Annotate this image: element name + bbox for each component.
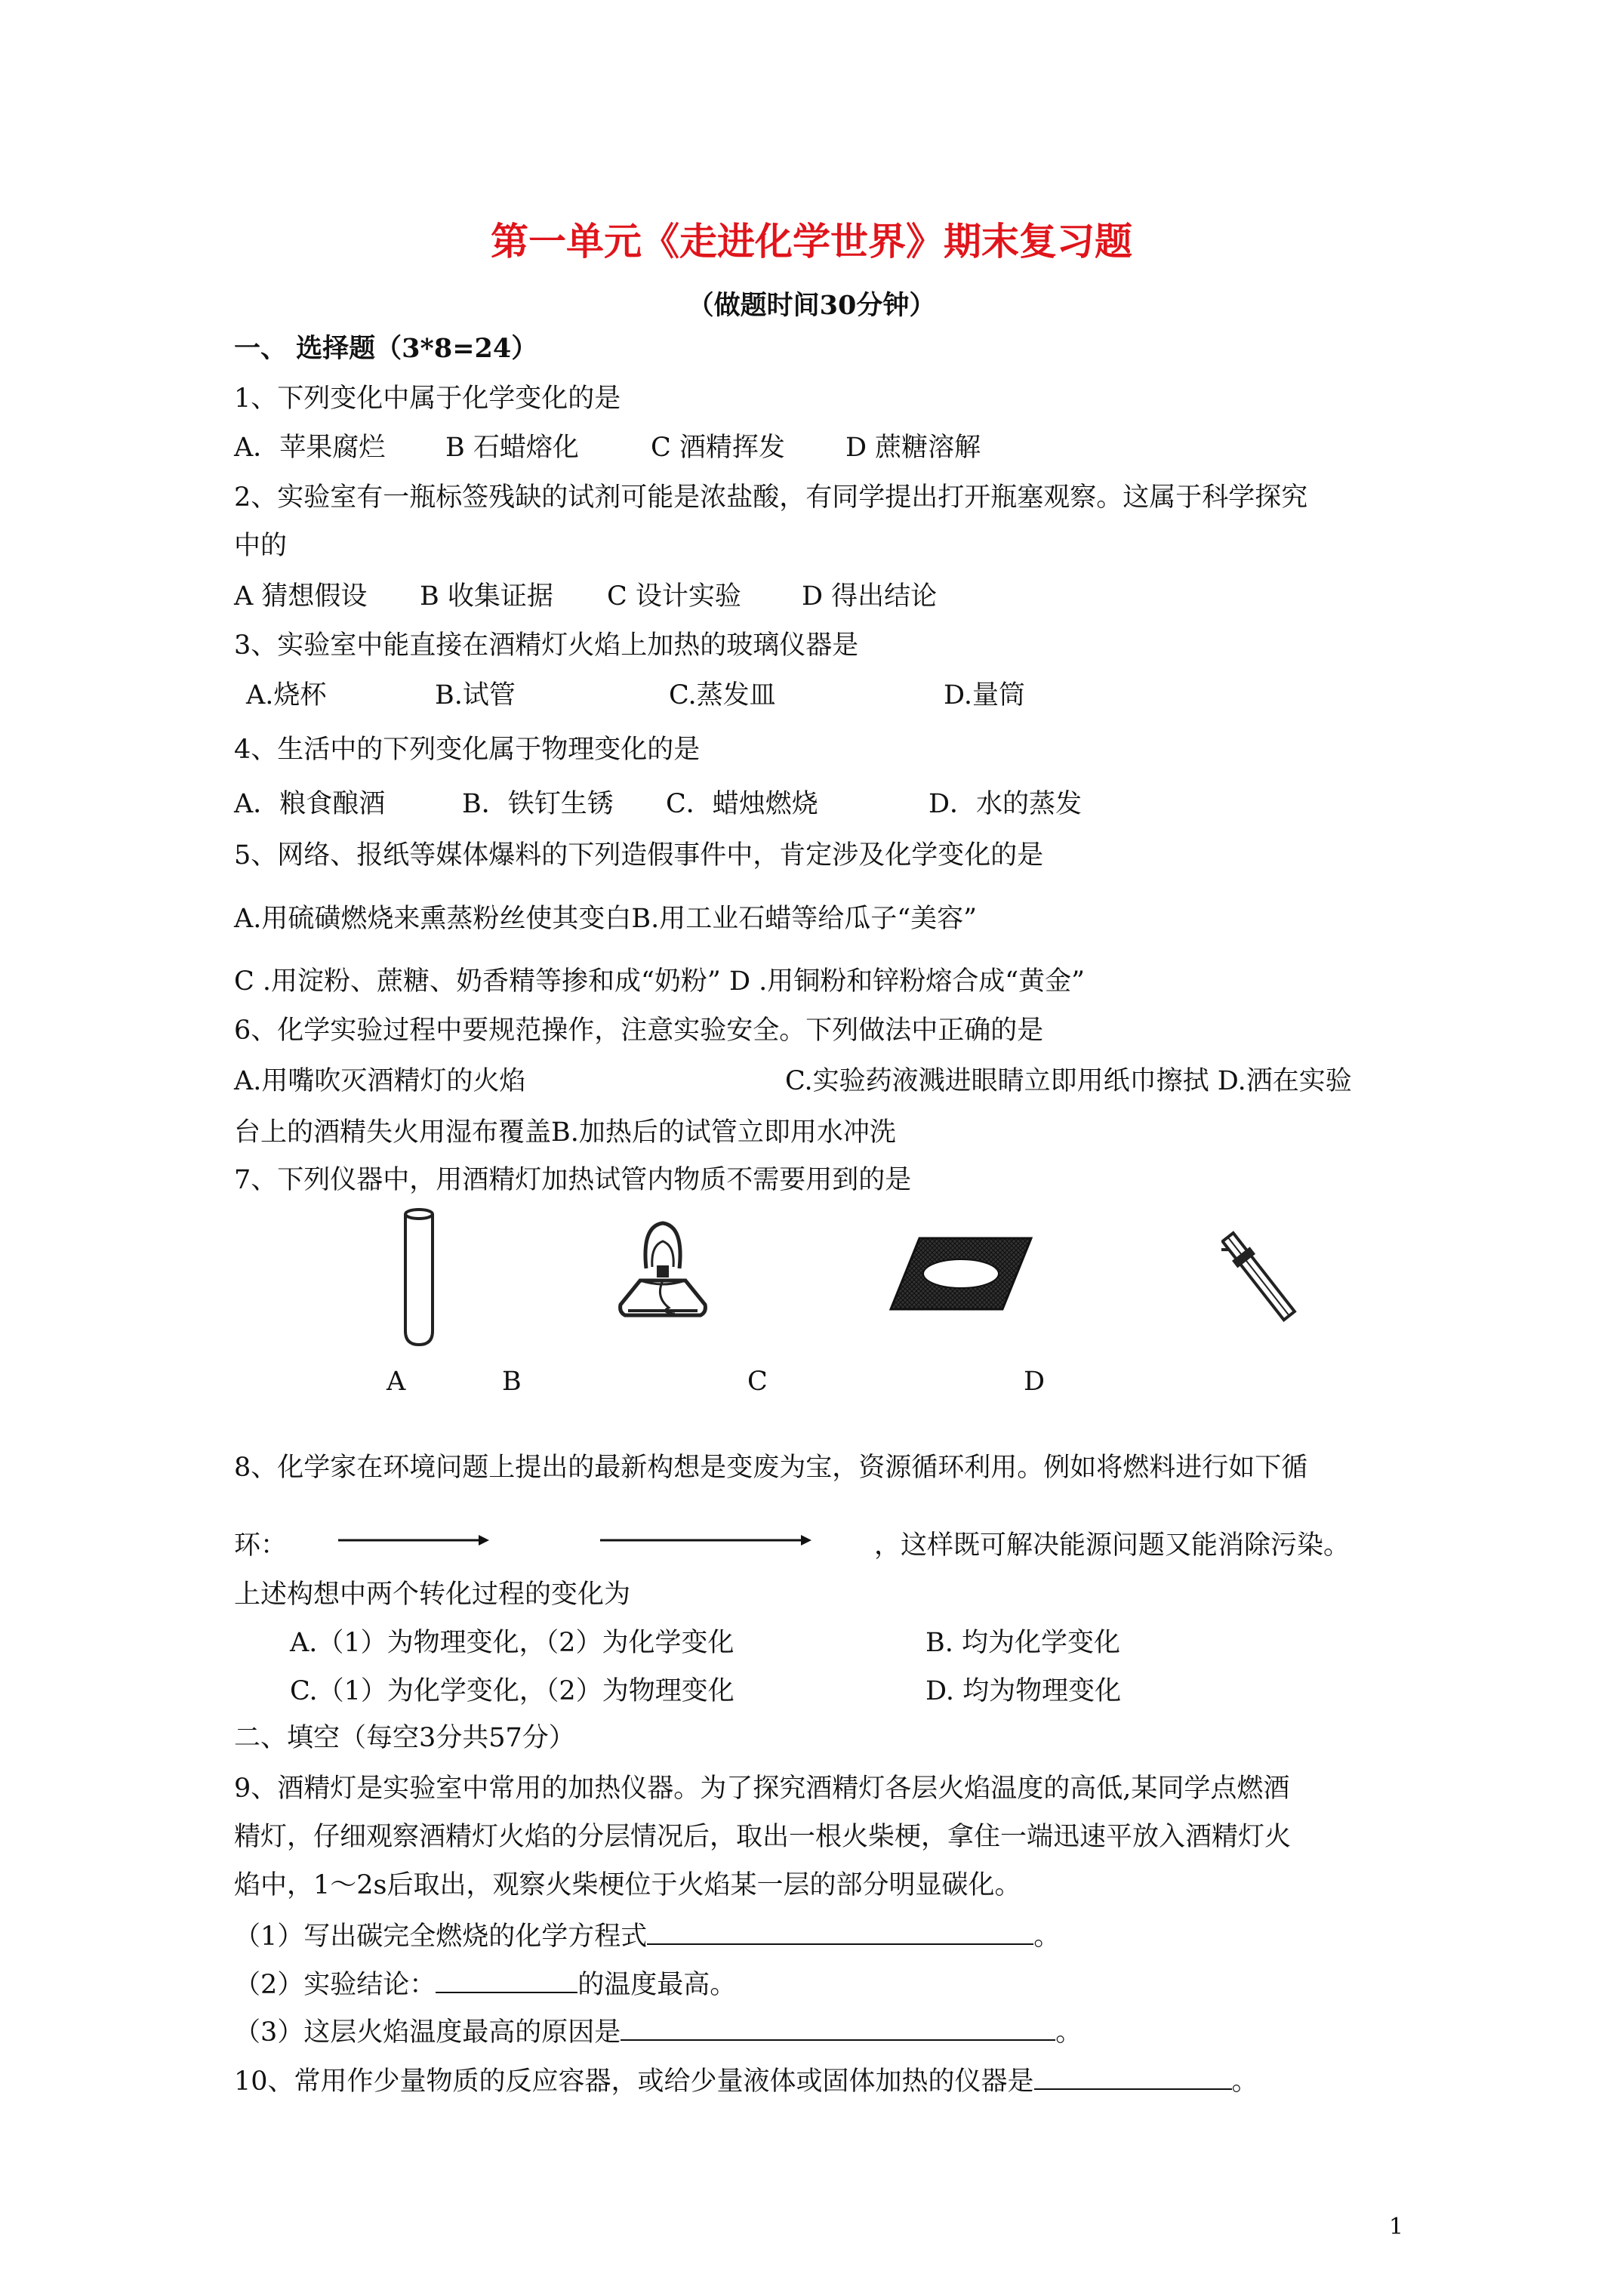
answer-blank[interactable] — [647, 1918, 1033, 1945]
q4-option-c: C．蜡烛燃烧 — [666, 789, 818, 819]
q3-option-b: B.试管 — [435, 680, 516, 710]
q6-options-cont: 台上的酒精失火用湿布覆盖B.加热后的试管立即用水冲洗 — [234, 1117, 896, 1148]
q8-option-d: D. 均为物理变化 — [925, 1676, 1122, 1706]
q1-option-b: B 石蜡熔化 — [445, 433, 579, 463]
section-fill-heading: 二、填空（每空3分共57分） — [234, 1723, 575, 1753]
q7-label-a: A — [387, 1367, 406, 1397]
answer-blank[interactable] — [1034, 2063, 1232, 2090]
q4-option-b: B．铁钉生锈 — [462, 789, 614, 819]
q9-part-2-text: （2）实验结论： — [234, 1970, 436, 2000]
q9-part-1-text: （1）写出碳完全燃烧的化学方程式 — [234, 1922, 648, 1952]
q3-option-a: A.烧杯 — [246, 680, 327, 710]
test-tube-holder-icon — [1221, 1223, 1297, 1329]
q9-part-1 — [234, 1918, 1060, 1953]
q9-part-2 — [234, 1966, 736, 2002]
q8-question: 上述构想中两个转化过程的变化为 — [234, 1579, 631, 1610]
q8-option-c: C.（1）为化学变化，（2）为物理变化 — [290, 1676, 735, 1706]
asbestos-gauze-icon — [889, 1232, 1033, 1315]
alcohol-lamp-icon — [610, 1216, 716, 1329]
q1-option-a: A．苹果腐烂 — [234, 433, 386, 463]
question-6: 6、化学实验过程中要规范操作，注意实验安全。下列做法中正确的是 — [234, 1015, 1044, 1046]
q8-option-a: A.（1）为物理变化，（2）为化学变化 — [290, 1628, 735, 1658]
q4-option-d: D．水的蒸发 — [929, 789, 1083, 819]
question-2-cont: 中的 — [234, 531, 288, 561]
q2-option-b: B 收集证据 — [420, 581, 553, 612]
question-1: 1、下列变化中属于化学变化的是 — [234, 384, 621, 414]
q3-option-c: C.蒸发皿 — [669, 680, 776, 710]
question-7: 7、下列仪器中，用酒精灯加热试管内物质不需要用到的是 — [234, 1165, 912, 1195]
q9-part-2-tail: 的温度最高。 — [577, 1970, 737, 2000]
q7-label-d: D — [1024, 1367, 1046, 1397]
question-5: 5、网络、报纸等媒体爆料的下列造假事件中，肯定涉及化学变化的是 — [234, 840, 1044, 871]
q7-label-b: B — [502, 1367, 522, 1397]
answer-blank[interactable] — [621, 2014, 1055, 2041]
q8-cycle-suffix: ，这样既可解决能源问题又能消除污染。 — [874, 1530, 1350, 1561]
q6-options-cd: C.实验药液溅进眼睛立即用纸巾擦拭 D.洒在实验 — [785, 1066, 1352, 1096]
time-note: （做题时间30分钟） — [687, 290, 936, 321]
period: 。 — [1055, 2017, 1083, 2048]
arrow-icon — [600, 1533, 812, 1548]
q4-option-a: A．粮食酿酒 — [234, 789, 386, 819]
question-9: 9、酒精灯是实验室中常用的加热仪器。为了探究酒精灯各层火焰温度的高低,某同学点燃酒 — [234, 1774, 1290, 1804]
arrow-icon — [338, 1533, 489, 1548]
question-3: 3、实验室中能直接在酒精灯火焰上加热的玻璃仪器是 — [234, 630, 859, 661]
q2-option-a: A 猜想假设 — [234, 581, 368, 612]
question-10 — [234, 2063, 1258, 2098]
q9-part-3-text: （3）这层火焰温度最高的原因是 — [234, 2017, 621, 2048]
q6-option-a: A.用嘴吹灭酒精灯的火焰 — [234, 1066, 526, 1096]
question-2: 2、实验室有一瓶标签残缺的试剂可能是浓盐酸，有同学提出打开瓶塞观察。这属于科学探究 — [234, 482, 1308, 513]
q2-option-d: D 得出结论 — [802, 581, 938, 612]
section-choice-heading: 一、 选择题（3*8=24） — [234, 333, 538, 364]
question-8: 8、化学家在环境问题上提出的最新构想是变废为宝，资源循环利用。例如将燃料进行如下循 — [234, 1453, 1308, 1483]
q7-label-c: C — [747, 1367, 768, 1397]
question-9-line2: 精灯，仔细观察酒精灯火焰的分层情况后，取出一根火柴梗，拿住一端迅速平放入酒精灯火 — [234, 1822, 1292, 1852]
question-9-line3: 焰中，1～2s后取出，观察火柴梗位于火焰某一层的部分明显碳化。 — [234, 1870, 1021, 1900]
q2-option-c: C 设计实验 — [607, 581, 741, 612]
q8-cycle-prefix: 环： — [234, 1530, 288, 1561]
test-tube-icon — [393, 1207, 445, 1350]
q9-part-3 — [234, 2014, 1082, 2049]
period: 。 — [1231, 2066, 1258, 2097]
answer-blank[interactable] — [436, 1966, 577, 1993]
question-10-text: 10、常用作少量物质的反应容器，或给少量液体或固体加热的仪器是 — [234, 2066, 1034, 2097]
q1-option-c: C 酒精挥发 — [651, 433, 785, 463]
q5-options-ab: A.用硫磺燃烧来熏蒸粉丝使其变白B.用工业石蜡等给瓜子“美容” — [234, 904, 978, 934]
question-4: 4、生活中的下列变化属于物理变化的是 — [234, 735, 701, 765]
q1-option-d: D 蔗糖溶解 — [845, 433, 981, 463]
q8-option-b: B. 均为化学变化 — [925, 1628, 1120, 1658]
q5-options-cd: C .用淀粉、蔗糖、奶香精等掺和成“奶粉” D .用铜粉和锌粉熔合成“黄金” — [234, 966, 1086, 997]
page-number: 1 — [1389, 2214, 1404, 2240]
period: 。 — [1033, 1922, 1061, 1952]
q3-option-d: D.量筒 — [944, 680, 1025, 710]
page-title: 第一单元《走进化学世界》期末复习题 — [491, 219, 1132, 264]
